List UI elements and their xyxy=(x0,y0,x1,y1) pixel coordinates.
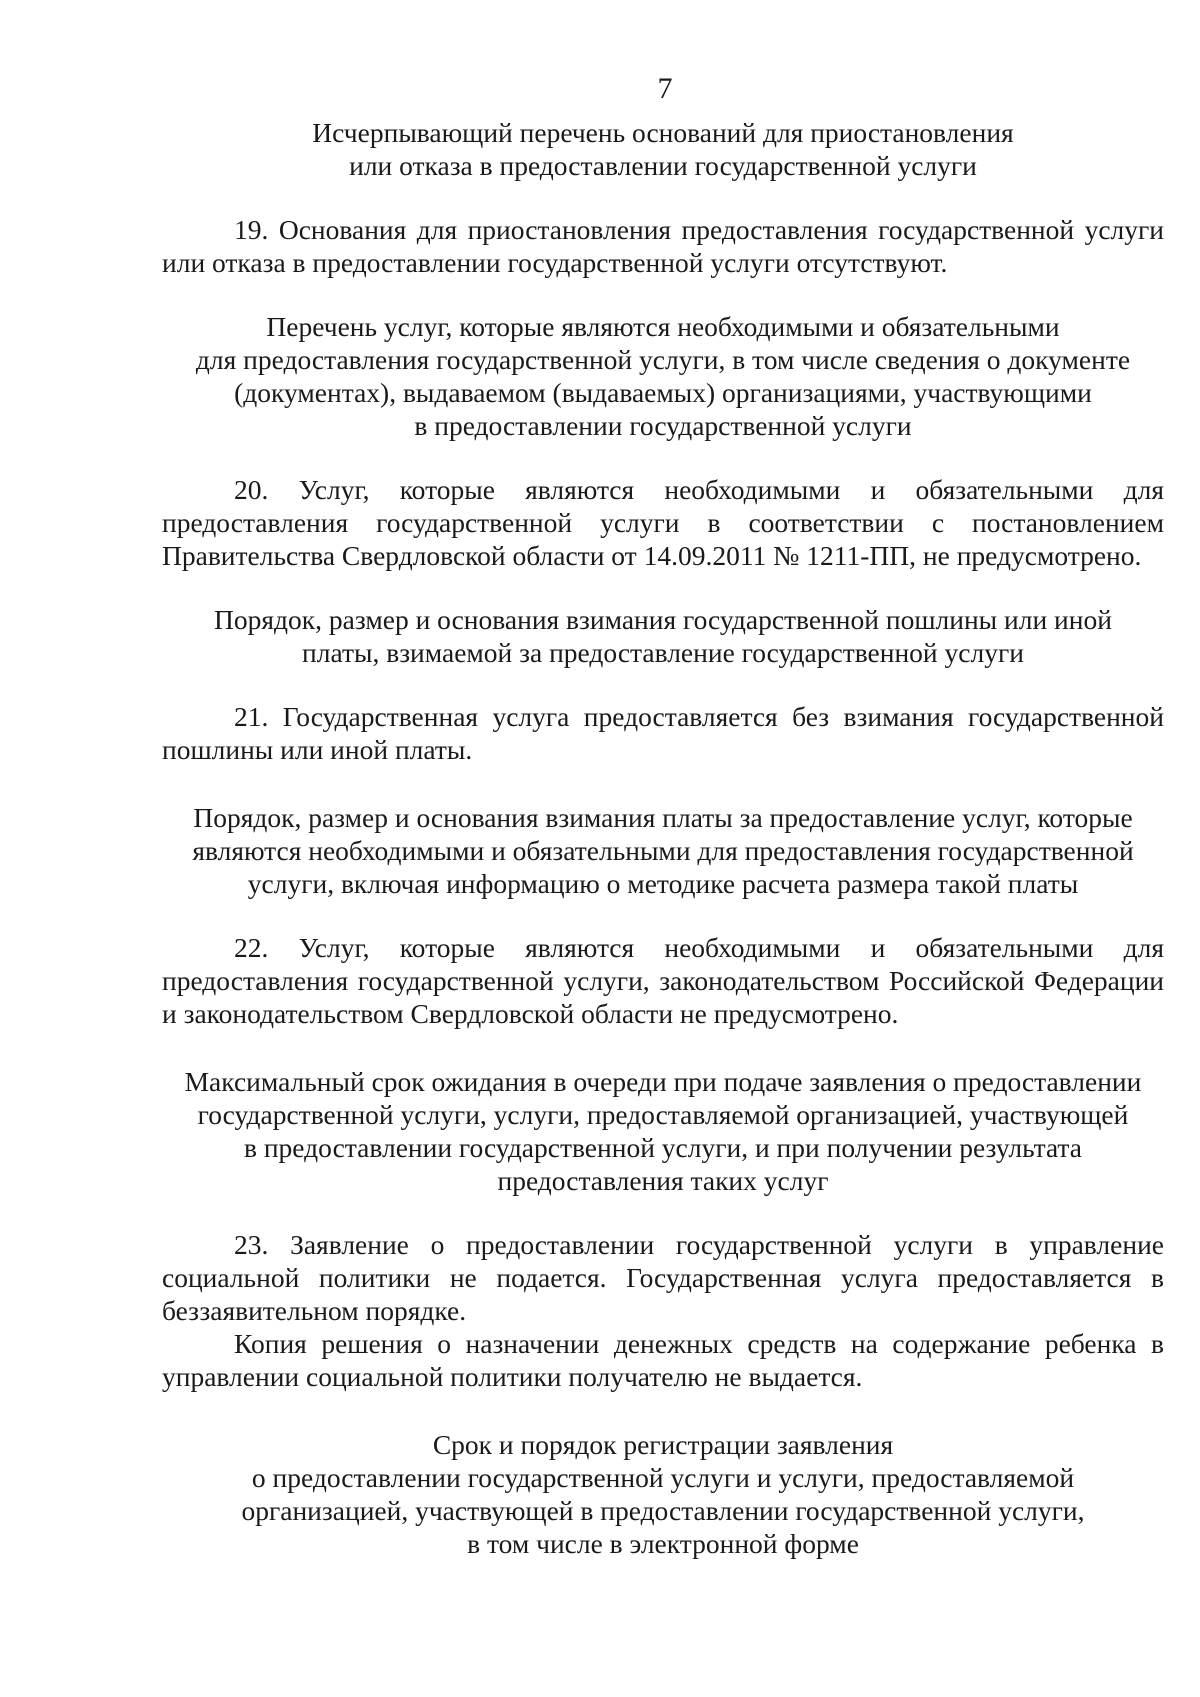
paragraph-21: 21. Государственная услуга предоставляется без взимания государственной пошлины или иной платы. xyxy=(162,701,1164,765)
paragraph-22: 22. Услуг, которые являются необходимыми и обязательными для предоставления государственной услуги, законодательством Российской Федерации и законодательством Свердловской области не предусмотрено. xyxy=(162,932,1164,1029)
paragraph-20: 20. Услуг, которые являются необходимыми и обязательными для предоставления государственной услуги в соответствии с постановлением Правительства Свердловской области от 14.09.2011 № 1211-ПП, не предусмотрено. xyxy=(162,474,1164,571)
heading-line: Максимальный срок ожидания в очереди при подаче заявления о предоставлении xyxy=(184,1066,1142,1097)
heading-line: услуги, включая информацию о методике расчета размера такой платы xyxy=(247,868,1079,899)
heading-line: Порядок, размер и основания взимания платы за предоставление услуг, которые xyxy=(193,802,1133,833)
heading-line: о предоставлении государственной услуги и услуги, предоставляемой xyxy=(251,1462,1075,1493)
document-body xyxy=(162,116,1164,1560)
section-heading-state-duty xyxy=(162,603,1164,669)
heading-line: организацией, участвующей в предоставлении государственной услуги, xyxy=(241,1495,1085,1526)
paragraph-23: 23. Заявление о предоставлении государственной услуги в управление социальной политики не подается. Государственная услуга предоставляется в беззаявительном порядке. xyxy=(162,1229,1164,1326)
paragraph-19: 19. Основания для приостановления предоставления государственной услуги или отказа в предоставлении государственной услуги отсутствуют. xyxy=(162,214,1164,278)
section-heading-grounds-for-refusal xyxy=(162,116,1164,182)
paragraph-23-continued: Копия решения о назначении денежных средств на содержание ребенка в управлении социальной политики получателю не выдается. xyxy=(162,1328,1164,1392)
heading-line: в том числе в электронной форме xyxy=(467,1528,859,1559)
heading-line: являются необходимыми и обязательными для предоставления государственной xyxy=(192,835,1134,866)
heading-line: государственной услуги, услуги, предоставляемой организацией, участвующей xyxy=(197,1099,1129,1130)
section-heading-queue-time xyxy=(162,1065,1164,1197)
heading-line: или отказа в предоставлении государственной услуги xyxy=(349,150,977,181)
heading-line: Срок и порядок регистрации заявления xyxy=(432,1429,894,1460)
heading-line: в предоставлении государственной услуги, и при получении результата xyxy=(243,1132,1082,1163)
heading-line: Порядок, размер и основания взимания государственной пошлины или иной xyxy=(214,604,1112,635)
page-number: 7 xyxy=(657,72,673,105)
heading-line: Исчерпывающий перечень оснований для приостановления xyxy=(312,117,1014,148)
section-heading-registration xyxy=(162,1428,1164,1560)
heading-line: Перечень услуг, которые являются необходимыми и обязательными xyxy=(266,311,1060,342)
heading-line: в предоставлении государственной услуги xyxy=(414,410,912,441)
section-heading-service-fees xyxy=(162,801,1164,900)
heading-line: платы, взимаемой за предоставление государственной услуги xyxy=(302,637,1024,668)
heading-line: предоставления таких услуг xyxy=(497,1165,829,1196)
heading-line: для предоставления государственной услуги, в том числе сведения о документе xyxy=(195,344,1131,375)
heading-line: (документах), выдаваемом (выдаваемых) организациями, участвующими xyxy=(234,377,1092,408)
section-heading-required-services xyxy=(162,310,1164,442)
